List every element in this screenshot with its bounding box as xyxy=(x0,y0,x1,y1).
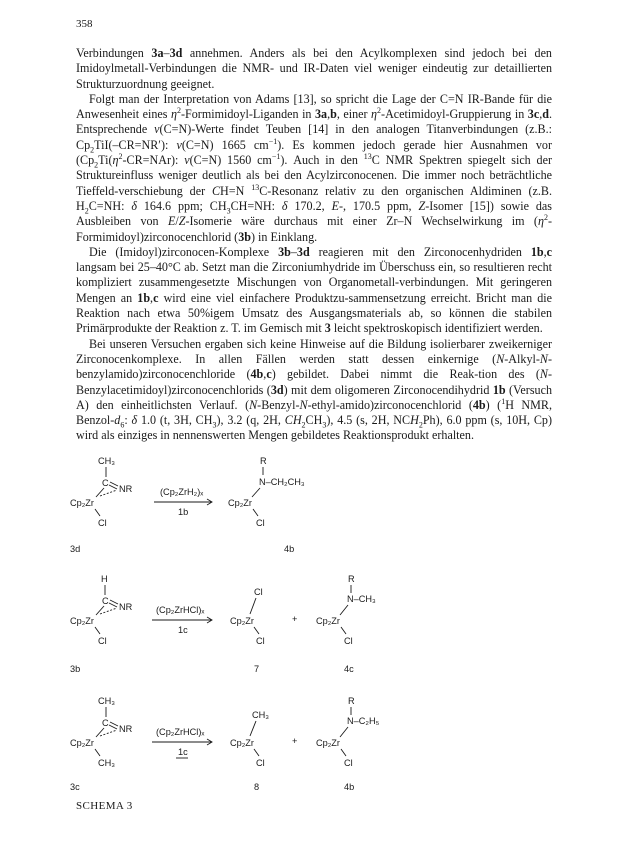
compound-label: 3b xyxy=(70,664,81,674)
product-zirconium: Cp₂Zr xyxy=(316,738,340,748)
product-zirconium: Cp₂Zr xyxy=(230,616,254,626)
reactant-bottom-group: Cl xyxy=(98,518,107,528)
scheme-row-3 xyxy=(70,696,380,792)
product-top-group: R xyxy=(348,696,355,706)
product-4b xyxy=(316,696,380,792)
plus-sign: + xyxy=(292,736,298,746)
reaction-arrow xyxy=(152,727,212,758)
compound-label: 4b xyxy=(284,544,295,554)
reagent-label: 1b xyxy=(178,507,189,517)
reactant-nitrogen: NR xyxy=(119,724,133,734)
product-nitrogen-group: N–C₂H₅ xyxy=(347,716,380,726)
reactant-top-group: CH₃ xyxy=(98,456,116,466)
reactant-3d xyxy=(70,456,133,554)
product-4b xyxy=(228,456,305,554)
product-zirconium: Cp₂Zr xyxy=(228,498,252,508)
reagent-label: 1c xyxy=(178,747,188,757)
product-top-group: R xyxy=(260,456,267,466)
compound-label: 7 xyxy=(254,664,260,674)
reactant-carbon: C xyxy=(102,596,109,606)
reactant-zirconium: Cp₂Zr xyxy=(70,616,94,626)
reactant-zirconium: Cp₂Zr xyxy=(70,498,94,508)
product-8 xyxy=(230,710,269,792)
scheme-row-1 xyxy=(70,456,305,554)
reactant-bottom-group: CH₃ xyxy=(98,758,116,768)
reaction-arrow xyxy=(152,605,212,635)
paragraph: Verbindungen 3a–3d annehmen. Anders als bei den Acylkomplexen sind jedoch bei den Imidoylmetall-Verbindungen die NMR- und IR-Daten viel weniger eindeutig zur detaillierten Strukturzuordnung geeignet. xyxy=(76,46,552,91)
product-top-group: R xyxy=(348,574,355,584)
reagent-formula: (Cp₂ZrH₂)ₓ xyxy=(160,487,204,497)
reactant-top-group: H xyxy=(101,574,108,584)
paragraph: Die (Imidoyl)zirconocen-Komplexe 3b–3d reagieren mit den Zirconocenhydriden 1b,c langsam bei 25–40°C ab. Setzt man die Zirconiumhydride im Überschuss ein, so resultieren recht kompliziert zusammengesetzte Mischungen von Organometall-verbindungen. Mit geringeren Mengen an 1b,c wird eine viel einfachere Produktzu-sammensetzung erreicht. Bricht man die Reaktion nach etwa 50%igem Umsatz des Ausgangsmaterials ab, so können die stabilen Primärprodukte der Reaktion z. T. im Gemisch mit 3 leicht spektroskopisch identifiziert werden. xyxy=(76,244,553,336)
reagent-formula: (Cp₂ZrHCl)ₓ xyxy=(156,605,205,615)
product-bottom-group: Cl xyxy=(344,758,353,768)
product-7 xyxy=(230,587,265,674)
product-bottom-group: Cl xyxy=(256,758,265,768)
product-bottom-group: Cl xyxy=(256,636,265,646)
product-bottom-group: Cl xyxy=(256,518,265,528)
reagent-label: 1c xyxy=(178,625,188,635)
product-top-group: CH₃ xyxy=(252,710,270,720)
page-number: 358 xyxy=(76,18,93,30)
reactant-carbon: C xyxy=(102,478,109,488)
reactant-bottom-group: Cl xyxy=(98,636,107,646)
product-bottom-group: Cl xyxy=(344,636,353,646)
reactant-3c xyxy=(70,696,133,792)
reaction-arrow xyxy=(154,487,212,517)
compound-label: 3c xyxy=(70,782,80,792)
body-text xyxy=(76,46,552,444)
compound-label: 4c xyxy=(344,664,354,674)
reaction-scheme xyxy=(70,452,490,797)
plus-sign: + xyxy=(292,614,298,624)
reactant-top-group: CH₃ xyxy=(98,696,116,706)
paragraph: Bei unseren Versuchen ergaben sich keine Hinweise auf die Bildung isolierbarer zweikerniger Zirconocenkomplexe. In allen Fällen werden statt dessen einkernige (N-Alkyl-N-benzylamido)zirconocenchloride (4b,c) gebildet. Dabei nimmt die Reak-tion des (N-Benzylacetimidoyl)zirconocenchlorids (3d) mit dem oligomeren Zirconocendihydrid 1b (Versuch A) den einheitlichsten Verlauf. (N-Benzyl-N-ethyl-amido)zirconocenchlorid (4b) ($^1$H NMR, Benzol-$d_6$: δ 1.0 (t, 3H, $CH_3$), 3.2 (q, 2H, $CH_2CH_3$), 4.5 (s, 2H, $NCH_2Ph$), 6.0 ppm (s, 10H, Cp) wird als einziges in nennenswerten Mengen gebildetes Reaktionsprodukt erhalten. xyxy=(76,336,553,443)
scheme-caption: SCHEMA 3 xyxy=(76,800,133,812)
compound-label: 8 xyxy=(254,782,260,792)
paragraph: Folgt man der Interpretation von Adams [13], so spricht die Lage der C=N IR-Bande für die Anwesenheit eines $\eta^2-Formimidoyl$-Liganden in 3a,b, einer $\eta^2-Acetimidoyl$-Gruppierung in 3c,d. Entsprechende ν(C=N)-Werte findet Teuben [14] in den analogen Titanverbindungen (z.B.: $Cp_2TiI(-CR=NR')$: ν(C=N) 1665 $cm^{-1}$). Es kommen jedoch gerade hier Ausnahmen vor ($Cp_2Ti(\eta^2-CR=NAr)$: ν(C=N) 1560 $cm^{-1}$). Auch in den $^{13}$C NMR Spektren spiegelt sich der Struktureinfluss weniger deutlich als bei den Acylzirconocenen. Die immer noch beträchtliche Tieffeld-verschiebung der CH=N $^{13}$C-Resonanz relativ zu den organischen Aldiminen (z.B. $H_2C=NH$: δ 164.6 ppm; $CH_3CH=NH$: δ 170.2, E-, 170.5 ppm, Z-Isomer [15]) sowie das Ausbleiben von E/Z-Isomerie wäre durchaus mit einer Zr–N Wechselwirkung im $(\eta^2-Formimidoyl)zirconocenchlorid$ (3b) in Einklang. xyxy=(76,91,553,244)
reagent-formula: (Cp₂ZrHCl)ₓ xyxy=(156,727,205,737)
product-top-group: Cl xyxy=(254,587,263,597)
reactant-3b xyxy=(70,574,133,674)
reactant-nitrogen: NR xyxy=(119,602,133,612)
product-nitrogen-group: N–CH₃ xyxy=(347,594,376,604)
compound-label: 4b xyxy=(344,782,355,792)
reactant-zirconium: Cp₂Zr xyxy=(70,738,94,748)
product-zirconium: Cp₂Zr xyxy=(316,616,340,626)
compound-label: 3d xyxy=(70,544,81,554)
product-zirconium: Cp₂Zr xyxy=(230,738,254,748)
scheme-row-2 xyxy=(70,574,376,674)
reactant-carbon: C xyxy=(102,718,109,728)
product-nitrogen-group: N–CH₂CH₃ xyxy=(259,477,305,487)
reactant-nitrogen: NR xyxy=(119,484,133,494)
product-4c xyxy=(316,574,376,674)
